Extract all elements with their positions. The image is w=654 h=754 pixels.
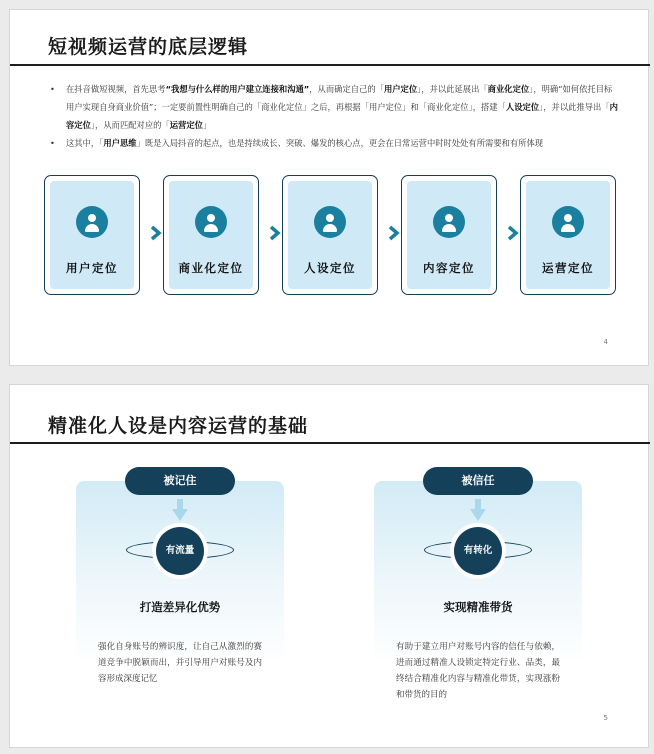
bullet-emphasis: 运营定位 bbox=[169, 120, 203, 130]
page-number: 4 bbox=[603, 338, 608, 346]
bullet-item bbox=[50, 134, 620, 152]
step-label: 商业化定位 bbox=[178, 261, 244, 275]
title-divider bbox=[10, 64, 650, 66]
step-card-operation bbox=[520, 175, 616, 295]
step-card-commercial bbox=[163, 175, 259, 295]
bullet-text: 在抖音做短视频，首先思考 bbox=[66, 84, 166, 94]
user-avatar-icon bbox=[433, 206, 465, 238]
chevron-right-icon bbox=[268, 225, 282, 241]
slide-title: 精准化人设是内容运营的基础 bbox=[48, 415, 309, 437]
bullet-text: 」，并以此延展出「 bbox=[417, 84, 488, 94]
bullet-text: ，从而确定自己的「 bbox=[309, 84, 384, 94]
bullet-list bbox=[50, 80, 620, 152]
step-card-persona bbox=[282, 175, 378, 295]
panel-heading: 打造差异化优势 bbox=[139, 600, 221, 614]
positioning-flow bbox=[44, 175, 616, 295]
bullet-text: 这其中，「 bbox=[66, 138, 104, 148]
page-number: 5 bbox=[603, 714, 608, 722]
panel-remembered bbox=[76, 474, 284, 709]
panel-pill: 被信任 bbox=[423, 467, 533, 495]
center-badge: 有转化 bbox=[454, 527, 502, 575]
panel-description: 有助于建立用户对账号内容的信任与依赖，进而通过精准人设锁定特定行业、品类，最终结合精准化内容与精准化带货，实现涨粉和带货的目的 bbox=[396, 642, 560, 700]
panel-description: 强化自身账号的辨识度，让自己从激烈的赛道竞争中脱颖而出，并引导用户对账号及内容形成深度记忆 bbox=[98, 642, 262, 684]
title-divider bbox=[10, 442, 650, 444]
center-badge: 有流量 bbox=[156, 527, 204, 575]
step-label: 用户定位 bbox=[66, 261, 118, 275]
user-avatar-icon bbox=[76, 206, 108, 238]
bullet-text: 」，并以此推导出「 bbox=[539, 102, 610, 112]
bullet-emphasis: 人设定位 bbox=[505, 102, 540, 112]
bullet-text: 」，明确“如何依托目标用户实现自身商业价值”；一定要前置性明确自己的「商业化定位」之后，再根据「用户定位」和「商业化定位」，搭建「 bbox=[66, 84, 613, 112]
bullet-emphasis: 用户思维 bbox=[103, 138, 137, 148]
bullet-text: 」，从而匹配对应的「 bbox=[90, 120, 170, 130]
panel-trusted bbox=[374, 474, 582, 709]
user-avatar-icon bbox=[552, 206, 584, 238]
bullet-emphasis: “我想与什么样的用户建立连接和沟通” bbox=[165, 84, 310, 94]
user-avatar-icon bbox=[314, 206, 346, 238]
step-card-user bbox=[44, 175, 140, 295]
step-label: 内容定位 bbox=[423, 261, 475, 275]
bullet-emphasis: 商业化定位 bbox=[487, 84, 530, 94]
step-card-content bbox=[401, 175, 497, 295]
bullet-emphasis: 用户定位 bbox=[383, 84, 418, 94]
step-label: 人设定位 bbox=[304, 261, 356, 275]
arrow-down-icon bbox=[172, 499, 188, 521]
chevron-right-icon bbox=[149, 225, 163, 241]
bullet-item bbox=[50, 80, 620, 134]
slide-4 bbox=[9, 9, 649, 366]
bullet-emphasis: 内容定位 bbox=[66, 102, 618, 130]
panel-pill: 被记住 bbox=[125, 467, 235, 495]
orbit-badge bbox=[126, 525, 234, 575]
slide-title: 短视频运营的底层逻辑 bbox=[48, 36, 249, 58]
chevron-right-icon bbox=[506, 225, 520, 241]
bullet-text: 」既是入局抖音的起点，也是持续成长、突破、爆发的核心点，更会在日常运营中时时处处有所需要和有所体现 bbox=[136, 138, 544, 148]
orbit-badge bbox=[424, 525, 532, 575]
bullet-text: 」 bbox=[202, 120, 212, 130]
arrow-down-icon bbox=[470, 499, 486, 521]
user-avatar-icon bbox=[195, 206, 227, 238]
step-label: 运营定位 bbox=[542, 261, 594, 275]
chevron-right-icon bbox=[387, 225, 401, 241]
panel-heading: 实现精准带货 bbox=[443, 600, 513, 614]
slide-5 bbox=[9, 384, 649, 748]
